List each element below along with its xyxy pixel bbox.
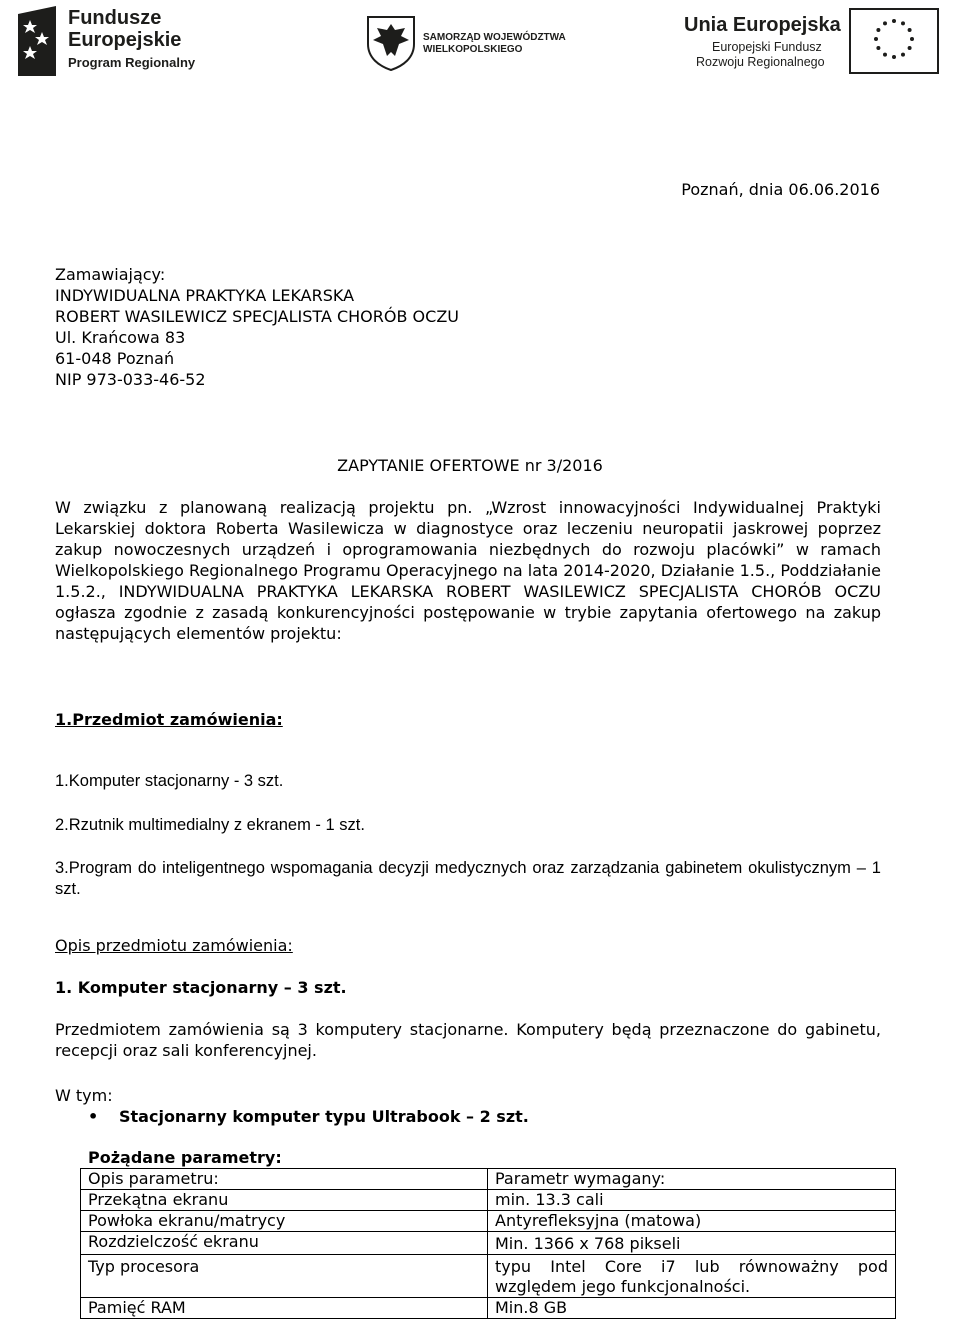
buyer-line: NIP 973-033-46-52 xyxy=(55,370,206,389)
order-item: 1.Komputer stacjonarny - 3 szt. xyxy=(55,772,284,790)
table-header-row xyxy=(81,1169,896,1190)
table-cell: Antyrefleksyjna (matowa) xyxy=(488,1211,896,1232)
table-row xyxy=(81,1232,896,1255)
buyer-label: Zamawiający: xyxy=(55,265,166,284)
fundusze-line-2: Europejskie xyxy=(68,29,182,51)
samorzad-line-2: WIELKOPOLSKIEGO xyxy=(423,44,523,55)
fundusze-line-1: Fundusze xyxy=(68,7,162,29)
table-row xyxy=(81,1255,896,1298)
table-header-cell: Parametr wymagany: xyxy=(488,1169,896,1190)
section-heading-opis: Opis przedmiotu zamówienia: xyxy=(55,936,293,955)
section-heading-przedmiot: 1.Przedmiot zamówienia: xyxy=(55,710,283,729)
table-cell: Min. 1366 x 768 pikseli xyxy=(488,1232,896,1255)
wtym-label: W tym: xyxy=(55,1086,113,1105)
description-paragraph: Przedmiotem zamówienia są 3 komputery stacjonarne. Komputery będą przeznaczone do gabinetu, recepcji oraz sali konferencyjnej. xyxy=(55,1020,881,1060)
document-title: ZAPYTANIE OFERTOWE nr 3/2016 xyxy=(337,456,603,475)
table-cell: Min.8 GB xyxy=(488,1298,896,1319)
table-cell: Pamięć RAM xyxy=(81,1298,488,1319)
buyer-line: INDYWIDUALNA PRAKTYKA LEKARSKA xyxy=(55,286,355,305)
order-item: 2.Rzutnik multimedialny z ekranem - 1 szt. xyxy=(55,816,365,834)
logo-fundusze-europejskie xyxy=(16,6,206,78)
ue-line-3: Rozwoju Regionalnego xyxy=(696,55,825,69)
table-cell: Przekątna ekranu xyxy=(81,1190,488,1211)
eu-flag-icon xyxy=(849,8,939,74)
table-cell: typu Intel Core i7 lub równoważny pod względem jego funkcjonalności. xyxy=(488,1255,896,1298)
table-cell: Rozdzielczość ekranu xyxy=(81,1232,488,1255)
buyer-line: 61-048 Poznań xyxy=(55,349,175,368)
fundusze-line-3: Program Regionalny xyxy=(68,55,196,70)
order-item: 3.Program do inteligentnego wspomagania decyzji medycznych oraz zarządzania gabinetem okulistycznym – 1 szt. xyxy=(55,859,881,898)
bullet-icon: • xyxy=(88,1107,99,1126)
fundusze-emblem-icon xyxy=(16,6,58,76)
params-title: Pożądane parametry: xyxy=(88,1148,282,1167)
table-row xyxy=(81,1190,896,1211)
table-row xyxy=(81,1298,896,1319)
logo-samorzad xyxy=(365,14,585,74)
buyer-line: Ul. Krańcowa 83 xyxy=(55,328,186,347)
ue-line-2: Europejski Fundusz xyxy=(712,40,822,54)
intro-paragraph: W związku z planowaną realizacją projektu pn. „Wzrost innowacyjności Indywidualnej Praktyki Lekarskiej doktora Roberta Wasilewicza w diagnostyce oraz leczeniu neuropatii jaskrowej poprzez zakup nowoczesnych urządzeń i oprogramowania niezbędnych do rozwoju placówki” w ramach Wielkopolskiego Regionalnego Programu Operacyjnego na lata 2014-2020, Działanie 1.5., Poddziałanie 1.5.2., INDYWIDUALNA PRAKTYKA LEKARSKA ROBERT WASILEWICZ SPECJALISTA CHORÓB OCZU ogłasza zgodnie z zasadą konkurencyjności postępowanie w trybie zapytania ofertowego na zakup następujących elementów projektu: xyxy=(55,498,881,643)
bullet-text: Stacjonarny komputer typu Ultrabook – 2 szt. xyxy=(119,1107,529,1126)
table-cell: min. 13.3 cali xyxy=(488,1190,896,1211)
eagle-shield-icon xyxy=(365,14,417,72)
document-date: Poznań, dnia 06.06.2016 xyxy=(681,180,880,199)
ue-line-1: Unia Europejska xyxy=(684,14,841,36)
table-row xyxy=(81,1211,896,1232)
buyer-line: ROBERT WASILEWICZ SPECJALISTA CHORÓB OCZU xyxy=(55,307,459,326)
table-header-cell: Opis parametru: xyxy=(81,1169,488,1190)
params-table xyxy=(80,1168,896,1319)
logo-unia-europejska xyxy=(684,6,940,76)
table-cell: Powłoka ekranu/matrycy xyxy=(81,1211,488,1232)
subsection-heading: 1. Komputer stacjonarny – 3 szt. xyxy=(55,978,347,997)
samorzad-line-1: SAMORZĄD WOJEWÓDZTWA xyxy=(423,32,566,43)
table-cell: Typ procesora xyxy=(81,1255,488,1298)
